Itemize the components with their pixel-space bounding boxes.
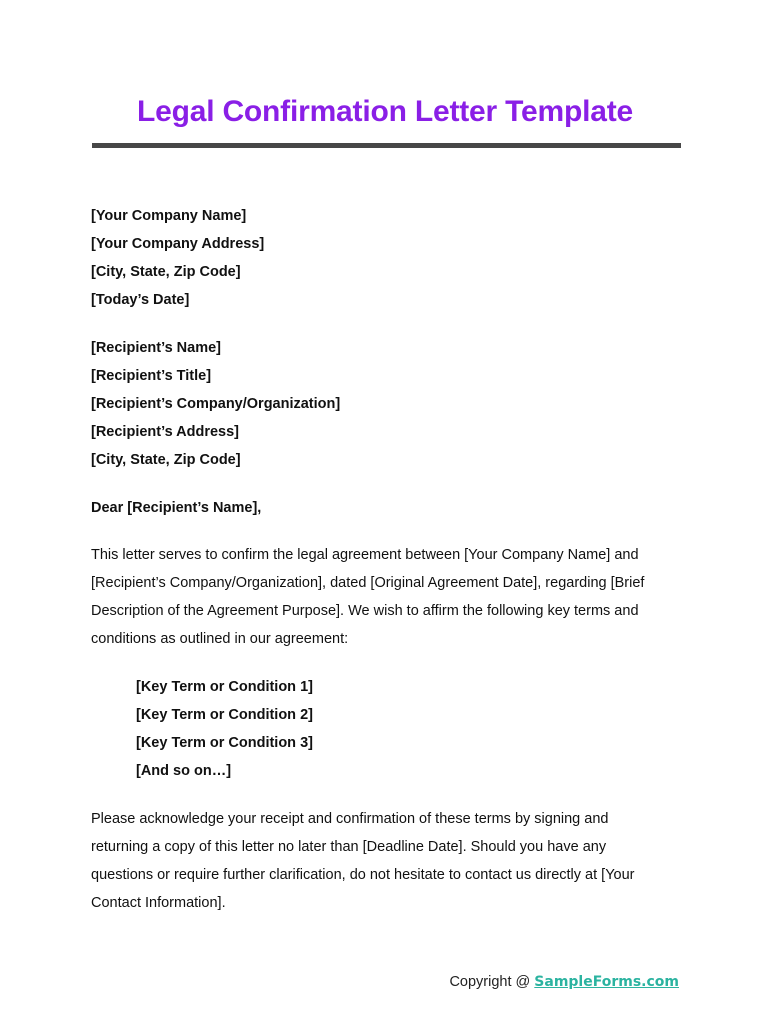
paragraph-line: This letter serves to confirm the legal agreement between [Your Company Name] and bbox=[91, 547, 639, 563]
sender-company-name: [Your Company Name] bbox=[91, 208, 247, 224]
key-term-item: [Key Term or Condition 3] bbox=[136, 735, 313, 751]
body-paragraph-intro bbox=[91, 541, 681, 653]
title-divider bbox=[92, 143, 681, 148]
paragraph-line: Contact Information]. bbox=[91, 895, 226, 911]
paragraph-line: Description of the Agreement Purpose]. We wish to affirm the following key terms and bbox=[91, 603, 639, 619]
copyright-label: Copyright @ bbox=[449, 974, 535, 990]
key-term-item: [And so on…] bbox=[136, 763, 232, 779]
key-term-item: [Key Term or Condition 1] bbox=[136, 679, 313, 695]
recipient-organization: [Recipient’s Company/Organization] bbox=[91, 396, 341, 412]
paragraph-line: conditions as outlined in our agreement: bbox=[91, 631, 349, 647]
paragraph-line: Please acknowledge your receipt and confirmation of these terms by signing and bbox=[91, 811, 609, 827]
recipient-name: [Recipient’s Name] bbox=[91, 340, 221, 356]
sender-address-block bbox=[91, 202, 264, 314]
paragraph-line: [Recipient’s Company/Organization], dated [Original Agreement Date], regarding [Brief bbox=[91, 575, 645, 591]
body-paragraph-acknowledgement bbox=[91, 805, 681, 917]
paragraph-line: returning a copy of this letter no later than [Deadline Date]. Should you have any bbox=[91, 839, 607, 855]
sampleforms-link[interactable]: SampleForms.com bbox=[534, 974, 679, 990]
sender-city-state-zip: [City, State, Zip Code] bbox=[91, 264, 241, 280]
key-term-item: [Key Term or Condition 2] bbox=[136, 707, 313, 723]
recipient-city-state-zip: [City, State, Zip Code] bbox=[91, 452, 241, 468]
sender-company-address: [Your Company Address] bbox=[91, 236, 265, 252]
key-terms-list bbox=[136, 673, 313, 785]
recipient-title: [Recipient’s Title] bbox=[91, 368, 212, 384]
sender-date: [Today’s Date] bbox=[91, 292, 190, 308]
salutation: Dear [Recipient’s Name], bbox=[91, 500, 262, 516]
footer-copyright bbox=[449, 972, 679, 992]
paragraph-line: questions or require further clarification, do not hesitate to contact us directly at [Your bbox=[91, 867, 635, 883]
recipient-address-block bbox=[91, 334, 340, 474]
page-title: Legal Confirmation Letter Template bbox=[136, 95, 634, 128]
recipient-address: [Recipient’s Address] bbox=[91, 424, 239, 440]
